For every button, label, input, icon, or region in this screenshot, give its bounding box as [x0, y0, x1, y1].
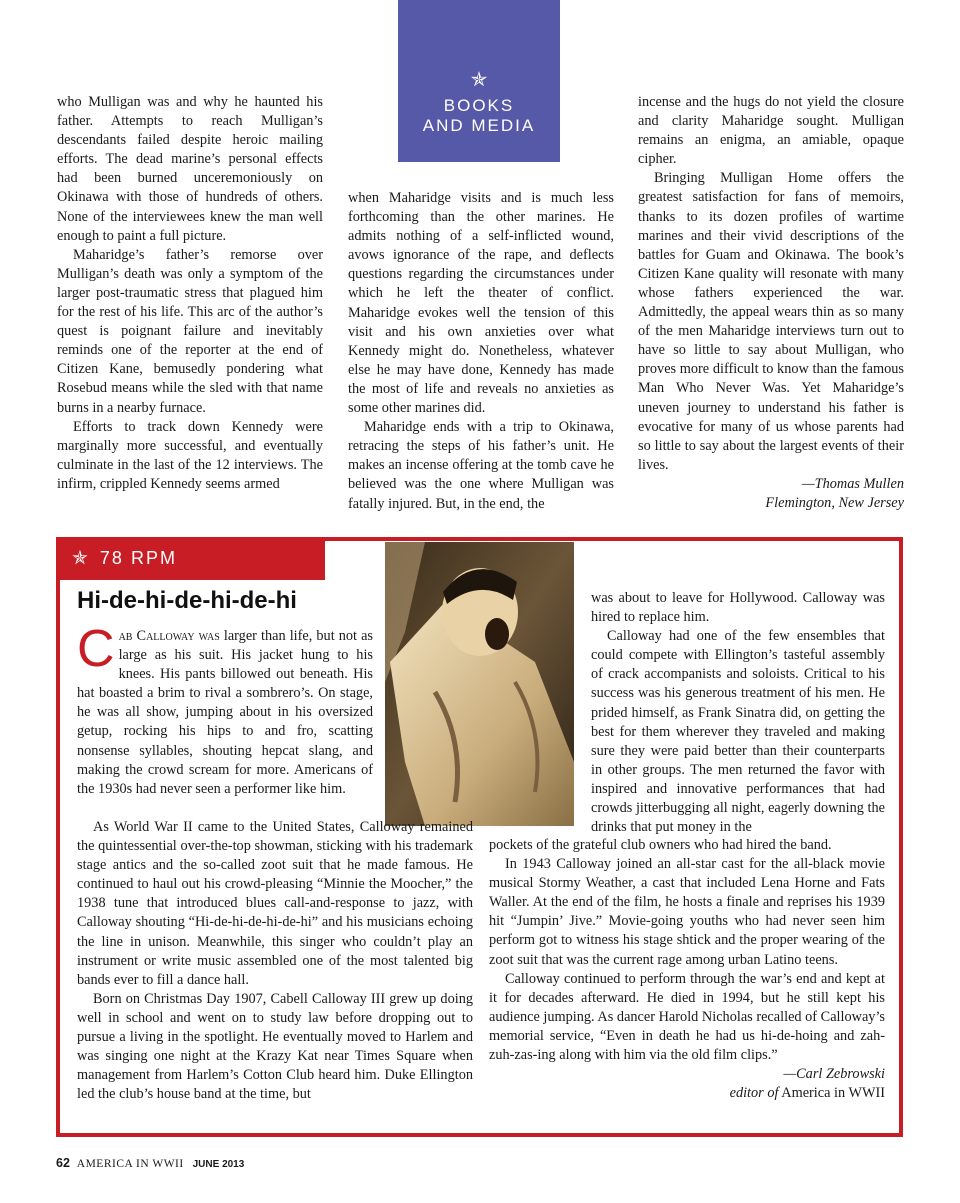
paragraph: incense and the hugs do not yield the closure and clarity Maharidge sought. Mulligan remains an enigma, an amiable, opaque cipher. — [638, 94, 904, 168]
paragraph: who Mulligan was and why he haunted his father. Attempts to reach Mulligan’s descendants failed despite heroic mailing efforts. The dead marine’s personal effects had been burned unceremoniously on Okinawa with those of hundreds of others. None of the interviewees knew the man well enough to paint a full picture. — [57, 94, 323, 244]
rpm-section-tab — [56, 537, 325, 580]
rpm-author: —Carl Zebrowski — [783, 1066, 885, 1083]
rpm-left-wide-column — [77, 818, 473, 1104]
paragraph: As World War II came to the United States, Calloway remained the quintessential over-the-top showman, sticking with his trademark stage antics and the so-called zoot suit that he made famous. He continued to haul out his crowd-pleasing “Minnie the Moocher,” the 1938 tune that introduced blues call-and-response to jazz, with Calloway shouting “Hi-de-hi-de-hi-de-hi” and his musicians echoing the line in unison. Meanwhile, this singer who couldn’t play an instrument or write music assembled one of the most talented big bands ever to fill a dance hall. — [77, 819, 473, 988]
paragraph: In 1943 Calloway joined an all-star cast for the all-black movie musical Stormy Weather, a cast that included Lena Horne and Fats Waller. At the end of the film, he hosts a finale and reprises his 1939 hit “Jumpin’ Jive.” Movie-going youths who had never seen him perform got to witness his stage shtick and the proper wearing of the zoot suit that was the current rage among urban Latino teens. — [489, 856, 885, 968]
lead-in: ab Calloway was — [118, 628, 220, 644]
section-label-line-2: AND MEDIA — [422, 116, 536, 135]
paragraph: Maharidge ends with a trip to Okinawa, retracing the steps of his father’s unit. He makes an incense offering at the tomb cave he believed was the one where Mulligan was fatally injured. But, in the end, the — [348, 419, 614, 512]
cab-calloway-photo — [385, 542, 574, 826]
paragraph: was about to leave for Hollywood. Calloway was hired to replace him. — [591, 590, 885, 626]
magazine-name: AMERICA IN WWII — [76, 1158, 184, 1170]
paragraph: Calloway continued to perform through the war’s end and kept at it for decades afterward. He died in 1994, but he still kept his audience jumping. As dancer Harold Nicholas recalled of Calloway’s memorial service, “Even in death he had us hi-de-hoing and zah-zuh-zas-ing along with him via the old film clips.” — [489, 970, 885, 1064]
review-column-3 — [638, 93, 904, 513]
rpm-left-column — [77, 620, 373, 799]
section-label-line-1: BOOKS — [443, 96, 515, 115]
paragraph: pockets of the grateful club owners who had hired the band. — [489, 837, 832, 853]
star-icon: ✯ — [72, 548, 90, 569]
paragraph: Born on Christmas Day 1907, Cabell Calloway III grew up doing well in school and went on to study law before dropping out to pursue a living in the spotlight. He eventually moved to Harlem and was singing one night at the Krazy Kat near Times Square when management from Harlem’s Cotton Club heard him. Duke Ellington led the club’s house band at the time, but — [77, 990, 473, 1103]
article-headline: Hi-de-hi-de-hi-de-hi — [77, 587, 297, 614]
paragraph: Bringing Mulligan Home offers the greatest satisfaction for fans of memoirs, thanks to its dozen profiles of wartime marines and their vivid descriptions of the battles for Guam and Okinawa. The book’s Citizen Kane quality will resonate with many whose fathers experienced the war. Admittedly, the appeal wears thin as so many of the men Maharidge interviews turn out to have so little to say about Mulligan, who proves more difficult to know than the famous Man Who Never Was. Yet Maharidge’s uneven journey to understand his father is evocative for many of us whose parents had so little to say about the largest events of their lives. — [638, 170, 904, 473]
review-column-2 — [348, 189, 614, 514]
review-author: —Thomas Mullen — [801, 475, 904, 492]
paragraph: when Maharidge visits and is much less forthcoming than the other marines. He admits nothing of a self-inflicted wound, avows ignorance of the rape, and deflects questions regarding the circumstances under which he left the theater of conflict. Maharidge evokes well the tension of this visit and his own anxieties over what Kennedy might do. Nonetheless, whatever else he may have done, Kennedy has made the most of life and reveals no anxieties as some other marines did. — [348, 190, 614, 417]
rpm-right-column — [591, 589, 885, 837]
lead-text: larger than life, but not as large as his suit. His jacket hung to his knees. His pants billowed out beneath. His hat boasted a brim to rival a sombrero’s. On stage, he was all show, jumping about in his oversized getup, rocking his hips to and fro, scatting nonsense syllables, shouting hepcat slang, and making the crowd scream for more. Americans of the 1930s had never seen a performer like him. — [77, 628, 373, 797]
editor-publication: America in WWII — [781, 1085, 885, 1102]
paragraph: Calloway had one of the few ensembles that could compete with Ellington’s tasteful assembly of crack accompanists and soloists. Critical to his success was his generous treatment of his men. He prided himself, as Frank Sinatra did, on getting the best for them wherever they traveled and making sure they were paid better than their counterparts in other groups. The men returned the favor with inspired and innovative performances that had crowds jitterbugging all night, eagerly downing the drinks that put money in the — [591, 628, 885, 836]
drop-cap: C — [77, 620, 115, 678]
issue-date: JUNE 2013 — [192, 1159, 245, 1170]
performer-photo-illustration — [385, 542, 574, 826]
paragraph: Efforts to track down Kennedy were marginally more successful, and eventually culminate in the last of the 12 interviews. The infirm, crippled Kennedy seems armed — [57, 418, 323, 492]
star-icon: ✯ — [470, 69, 488, 91]
rpm-tab-label: 78 RPM — [99, 548, 177, 568]
books-and-media-banner — [398, 0, 560, 162]
review-column-1 — [57, 93, 323, 494]
rpm-right-wide-column — [489, 836, 885, 1103]
paragraph: Maharidge’s father’s remorse over Mulligan’s death was only a symptom of the larger post-traumatic stress that plagued him for the rest of his life. This arc of the author’s quest is poignant failure and inevitably reminds one of the reporter at the end of Citizen Kane, bemusedly pondering what Rosebud means while the sled with that name burns in a nearby furnace. — [57, 246, 323, 416]
rpm-author-title — [489, 1084, 885, 1103]
review-location: Flemington, New Jersey — [765, 494, 904, 511]
lead-paragraph — [77, 620, 373, 799]
page-number: 62 — [56, 1156, 70, 1170]
editor-prefix: editor of — [729, 1085, 779, 1102]
page-footer — [56, 1155, 244, 1173]
